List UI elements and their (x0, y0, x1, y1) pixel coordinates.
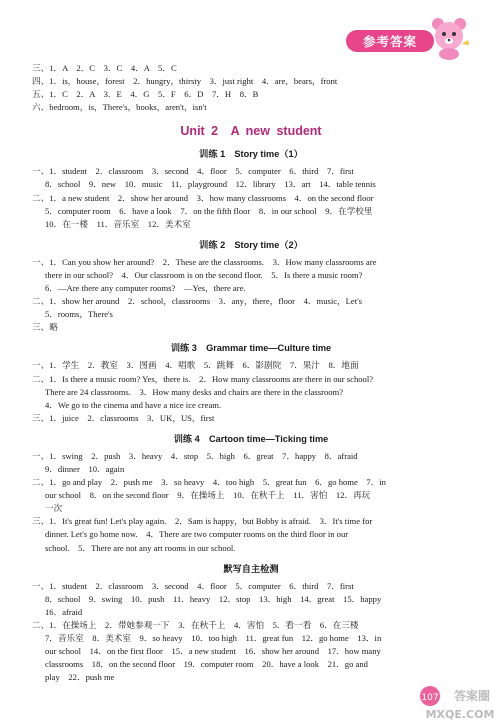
answer-line: 10．在一楼 11．音乐室 12．美术室 (45, 218, 191, 229)
answer-line: 6．—Are there any computer rooms? —Yes，there are. (45, 283, 246, 294)
answer-line: 4．We go to the cinema and have a nice ice cream. (45, 399, 222, 410)
answer-line: 四、1．is，house，forest 2．hungry，thirsty 3．just right 4．are，bears，front (32, 76, 338, 87)
watermark-logo (400, 682, 500, 724)
answer-line: 一、1．Can you show her around? 2．These are the classrooms. 3．How many classrooms are (32, 256, 377, 267)
sections-container (32, 147, 470, 684)
answer-line: 16．afraid (45, 606, 83, 617)
answer-key-badge: 参考答案 (346, 30, 434, 52)
watermark-url: MXQE.COM (425, 708, 495, 721)
answer-line: 8．school 9．swing 10．push 11．heavy 12．stop 13．high 14．great 15．happy (45, 593, 382, 604)
answer-line: 二、1．Is there a music room? Yes，there is. 2．How many classrooms are there in our school? (32, 373, 374, 384)
answer-line: play 22．push me (45, 672, 115, 683)
answer-line: 三、1．juice 2．classrooms 3．UK，US，first (32, 412, 215, 423)
answer-line: There are 24 classrooms. 3．How many desks and chairs are there in the classroom? (45, 386, 344, 397)
answer-line: there in our school? 4．Our classroom is on the second floor. 5．Is there a music room? (45, 269, 363, 280)
answer-line: 二、1．在操场上 2．带她参观一下 3．在秋千上 4．害怕 5．看一看 6．在三楼 (32, 619, 359, 630)
section-title: 训练 3 Grammar time—Culture time (170, 343, 332, 354)
answer-line: 三、1．A 2．C 3．C 4．A 5．C (32, 63, 177, 73)
page-number: 107 (421, 693, 439, 703)
answer-line: school. 5．There are not any art rooms in our school. (45, 542, 236, 553)
answer-line: 一、1．学生 2．教室 3．图画 4．唱歌 5．跳舞 6．影剧院 7．果汁 8．地面 (32, 360, 359, 371)
answer-line: 5．computer room 6．have a look 7．on the fifth floor 8．in our school 9．在学校里 (45, 205, 373, 216)
answer-line: 三、1．It's great fun! Let's play again. 2．Sam is happy，but Bobby is afraid. 3．It's time for (32, 516, 373, 527)
answer-line: 二、1．show her around 2．school，classrooms 3．any，there，floor 4．music，Let's (32, 296, 362, 307)
bear-icon (426, 14, 472, 60)
answer-line: 二、1．go and play 2．push me 3．so heavy 4．too high 5．great fun 6．go home 7．in (32, 477, 386, 488)
section-title: 训练 1 Story time（1） (199, 149, 303, 160)
answer-line: 二、1．a new student 2．show her around 3．how many classrooms 4．on the second floor (32, 192, 374, 203)
answer-line: 一、1．swing 2．push 3．heavy 4．stop 5．high 6．great 7．happy 8．afraid (32, 450, 358, 461)
answer-line: our school 14．on the first floor 15．a new student 16．show her around 17．how many (45, 646, 381, 657)
section-title: 训练 4 Cartoon time—Ticking time (173, 433, 329, 444)
watermark-title: 答案圈 (453, 689, 491, 703)
answer-line: 三、略 (32, 322, 58, 333)
unit-title: Unit 2 A new student (180, 124, 322, 139)
answer-line: 8．school 9．new 10．music 11．playground 12．library 13．art 14．table tennis (45, 179, 376, 190)
answer-line: dinner. Let's go home now. 4．There are two computer rooms on the third floor in our (45, 529, 349, 540)
answer-line: 一、1．student 2．classroom 3．second 4．floor 5．computer 6．third 7．first (32, 166, 354, 177)
section-title: 默写自主检测 (223, 563, 279, 574)
answer-line: 一、1．student 2．classroom 3．second 4．floor 5．computer 6．third 7．first (32, 580, 354, 591)
answer-line: our school 8．on the second floor 9．在操场上 10．在秋千上 11．害怕 12．再玩 (45, 490, 371, 501)
section-title: 训练 2 Story time（2） (199, 239, 303, 250)
answer-line: 5．rooms，There's (45, 309, 113, 320)
answer-line: classrooms 18．on the second floor 19．computer room 20．have a look 21．go and (45, 659, 368, 670)
answer-line: 7．音乐室 8．美术室 9．so heavy 10．too high 11．great fun 12．go home 13．in (45, 633, 382, 643)
answer-content (32, 62, 470, 684)
answer-line: 五、1．C 2．A 3．E 4．G 5．F 6．D 7．H 8．B (32, 89, 259, 100)
answer-line: 一次 (45, 503, 63, 514)
answer-line: 9．dinner 10．again (45, 463, 125, 474)
answer-line: 六、bedroom，is，There's，books，aren't，isn't (32, 102, 207, 113)
